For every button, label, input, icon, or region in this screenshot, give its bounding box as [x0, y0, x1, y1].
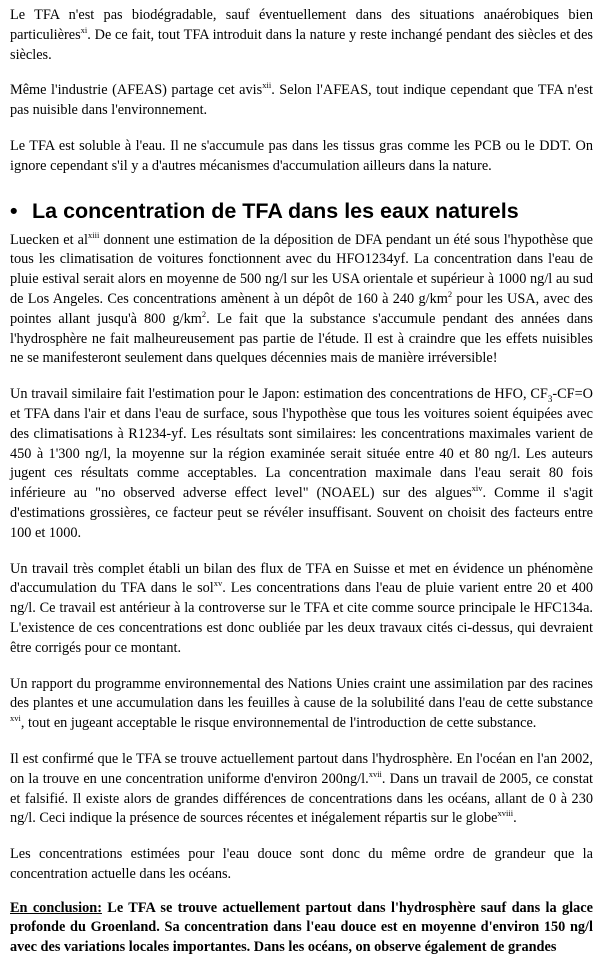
- section-heading-text: La concentration de TFA dans les eaux naturels: [32, 198, 519, 223]
- footnote-ref-xvi[interactable]: xvi: [10, 713, 21, 724]
- paragraph-solubility: Le TFA est soluble à l'eau. Il ne s'accumule pas dans les tissus gras comme les PCB ou le DDT. On ignore cependant s'il y a d'autres mécanismes d'accumulation ailleurs dans la nature.: [10, 137, 593, 174]
- footnote-ref-xv[interactable]: xv: [213, 578, 223, 589]
- footnote-ref-xiv[interactable]: xiv: [471, 483, 483, 494]
- paragraph-unep: Un rapport du programme environnemental des Nations Unies craint une assimilation par des racines des plantes et une accumulation dans les feuilles à cause de la solubilité dans l'eau de cette substance $^{xvi}$, tout en jugeant acceptable le risque environnemental de l'introduction de cette substance.: [10, 675, 593, 732]
- paragraph-switzerland: Un travail très complet établi un bilan des flux de TFA en Suisse et met en évidence un phénomène d'accumulation du TFA dans le sol$^{xv}$. Les concentrations dans l'eau de pluie varient entre 20 et 400 ng/l. Ce travail est antérieur à la controverse sur le TFA et cite comme source principale le HFC134a. L'existence de ces concentrations est donc oubliée par les deux travaux cités ci-dessus, qui devraient être corrigés pour ce montant.: [10, 560, 594, 656]
- document-page: [10, 6, 593, 974]
- footnote-ref-xviii[interactable]: xviii: [497, 808, 514, 819]
- bullet-icon: •: [10, 198, 18, 223]
- paragraph-japan: Un travail similaire fait l'estimation pour le Japon: estimation des concentrations de HFO, $CF_3-CF=O$ et TFA dans l'air et dans l'eau de surface, sous l'hypothèse que tous les voitures soient équipées avec des climatisations à R1234-yf. Les résultats sont similaires: les concentrations maximales varient de 450 à 1'300 ng/l, la moyenne sur la région examinée serait située entre 40 et 80 ng/l. Les auteurs jugent ces résultats comme acceptables. La concentration maximale dans l'eau serait 80 fois inférieure au "no observed adverse effect level" (NOAEL) sur des algues$^{xiv}$. Comme il s'agit d'estimations grossières, ce facteur peut se révéler insuffisant. Souvent on choisit des facteurs entre 100 et 1000.: [10, 386, 594, 541]
- footnote-ref-xvii[interactable]: xvii: [368, 768, 382, 779]
- footnote-ref-xi[interactable]: xi: [80, 25, 88, 36]
- paragraph-conclusion: En conclusion: Le TFA se trouve actuellement partout dans l'hydrosphère sauf dans la glace profonde du Groenland. Sa concentration dans l'eau douce est en moyenne d'environ 150 ng/l avec des variations locales importantes. Dans les océans, on observe également de grandes: [10, 899, 593, 956]
- section-heading: [10, 197, 593, 225]
- footnote-ref-xiii[interactable]: xiii: [88, 229, 100, 240]
- superscript-2: 2: [447, 289, 453, 300]
- subscript-3: 3: [547, 394, 553, 405]
- footnote-ref-xii[interactable]: xii: [262, 80, 272, 91]
- paragraph-freshwater: Les concentrations estimées pour l'eau douce sont donc du même ordre de grandeur que la concentration actuelle dans les océans.: [10, 846, 593, 882]
- paragraph-afeas: Même l'industrie (AFEAS) partage cet avis$^{xii}$. Selon l'AFEAS, tout indique cependant que TFA n'est pas nuisible dans l'environnement.: [10, 80, 593, 119]
- paragraph-luecken: Luecken et $al^{xiii}$ donnent une estimation de la déposition de DFA pendant un été sous l'hypothèse que tous les climatisation de voitures fonctionnent avec du HFO1234yf. La concentration dans l'eau de pluie estival serait alors en moyenne de 500 ng/l sur les USA orientale et supérieur à 1000 ng/l au sud de Los Angeles. Ces concentrations amènent à un dépôt de 160 à 240 $g/km^2$ pour les USA, avec des pointes allant jusqu'à 800 $g/km^2$. Le fait que la substance s'accumule pendant des années dans l'hydrosphère ne fait malheureusement pas partie de l'étude. Il est à craindre que les effets nuisibles ne se manifesteront seulement dans quelques décennies mais de manière irréversible!: [10, 229, 594, 367]
- paragraph-hydrosphere: Il est confirmé que le TFA se trouve actuellement partout dans l'hydrosphère. En l'océan en l'an 2002, on la trouve en une concentration uniforme d'environ 200ng/l.$^{xvii}$. Dans un travail de 2005, ce constat et falsifié. Il existe alors de grandes différences de concentrations dans les océans, allant de 0 à 230 ng/l. Ceci indique la présence de sources récentes et inégalement répartis sur le globe$^{xviii}$.: [10, 750, 594, 827]
- superscript-2: 2: [201, 309, 207, 319]
- conclusion-label: En conclusion:: [10, 899, 102, 916]
- paragraph-biodegradability: Le TFA n'est pas biodégradable, sauf éventuellement dans des situations anaérobiques bien particulières$^{xi}$. De ce fait, tout TFA introduit dans la nature y reste inchangé pendant des siècles et des siècles.: [10, 7, 593, 63]
